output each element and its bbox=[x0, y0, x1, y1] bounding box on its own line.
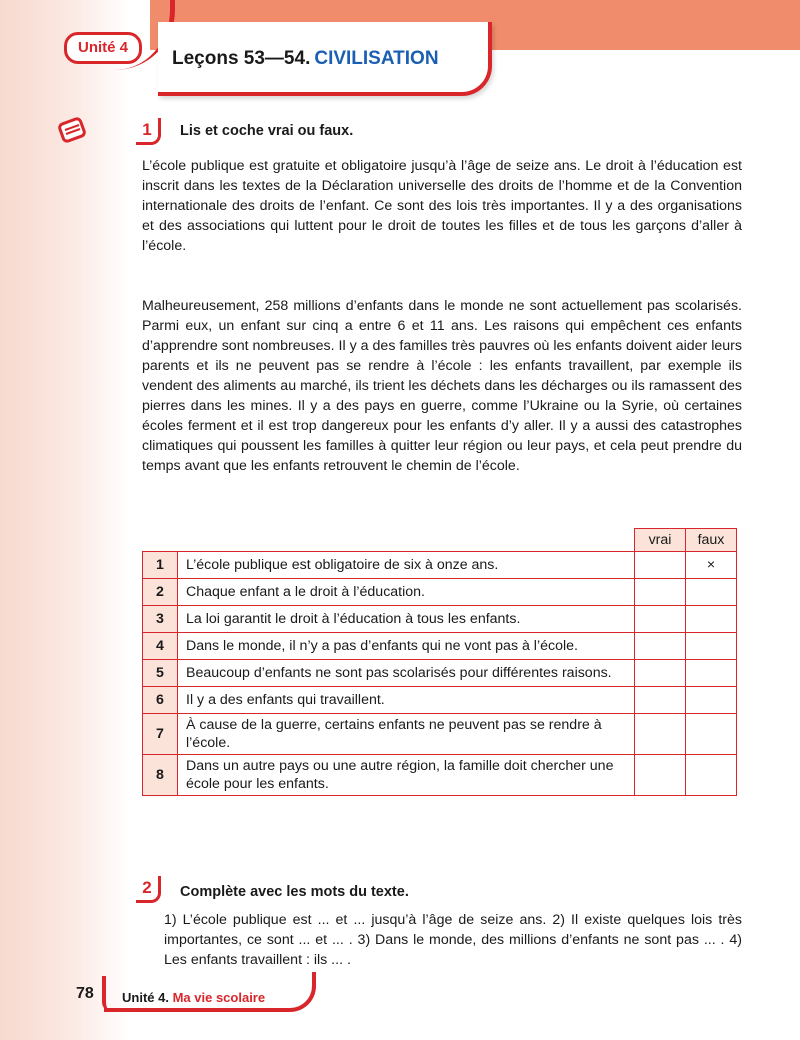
vrai-checkbox[interactable] bbox=[635, 606, 686, 633]
faux-checkbox[interactable] bbox=[686, 714, 737, 755]
table-row bbox=[143, 755, 737, 796]
page-title bbox=[172, 48, 439, 70]
true-false-table bbox=[142, 528, 737, 796]
table-row bbox=[143, 687, 737, 714]
exercise-1-paragraph-1: L’école publique est gratuite et obligatoire jusqu’à l’âge de seize ans. Le droit à l’éducation est inscrit dans les textes de la Déclaration universelle des droits de l’homme et de la Convention internationale des droits de l’enfant. Ce sont des lois très importantes. Il y a des organisations et des associations qui luttent pour le droit de toutes les filles et de tous les garçons d’aller à l’école. bbox=[142, 158, 742, 254]
column-faux: faux bbox=[686, 529, 737, 552]
header-empty-cell bbox=[143, 529, 178, 552]
header-empty-cell bbox=[178, 529, 635, 552]
footer-unit-title bbox=[122, 990, 265, 1005]
row-number: 3 bbox=[143, 606, 178, 633]
row-statement: Chaque enfant a le droit à l’éducation. bbox=[178, 579, 635, 606]
exercise-2-text: 1) L’école publique est ... et ... jusqu’à l’âge de seize ans. 2) Il existe quelques lois très importantes, ce sont ... et ... . 3) Dans le monde, des millions d’enfants ne sont pas ... . 4) Les enfants travaillent : ils ... . bbox=[164, 912, 742, 968]
vrai-checkbox[interactable] bbox=[635, 579, 686, 606]
footer-bracket bbox=[102, 976, 112, 1012]
faux-checkbox[interactable]: × bbox=[686, 552, 737, 579]
footer-unit-name: Ma vie scolaire bbox=[172, 990, 266, 1005]
row-number: 6 bbox=[143, 687, 178, 714]
table-row bbox=[143, 552, 737, 579]
faux-checkbox[interactable] bbox=[686, 606, 737, 633]
book-icon bbox=[58, 116, 86, 144]
vrai-checkbox[interactable] bbox=[635, 714, 686, 755]
table-header-row bbox=[143, 529, 737, 552]
row-number: 7 bbox=[143, 714, 178, 755]
vrai-checkbox[interactable] bbox=[635, 552, 686, 579]
row-statement: Beaucoup d’enfants ne sont pas scolarisés pour différentes raisons. bbox=[178, 660, 635, 687]
exercise-1-instruction: Lis et coche vrai ou faux. bbox=[180, 123, 354, 139]
left-decorative-band bbox=[0, 0, 130, 1040]
faux-checkbox[interactable] bbox=[686, 660, 737, 687]
faux-checkbox[interactable] bbox=[686, 579, 737, 606]
vrai-checkbox[interactable] bbox=[635, 755, 686, 796]
row-statement: À cause de la guerre, certains enfants ne peuvent pas se rendre à l’école. bbox=[178, 714, 635, 755]
table-row bbox=[143, 633, 737, 660]
row-number: 5 bbox=[143, 660, 178, 687]
table-row bbox=[143, 606, 737, 633]
row-statement: L’école publique est obligatoire de six à onze ans. bbox=[178, 552, 635, 579]
row-number: 2 bbox=[143, 579, 178, 606]
exercise-1-number: 1 bbox=[136, 118, 161, 145]
row-statement: La loi garantit le droit à l’éducation à tous les enfants. bbox=[178, 606, 635, 633]
page-number: 78 bbox=[76, 985, 94, 1002]
table-row bbox=[143, 660, 737, 687]
exercise-2-number: 2 bbox=[136, 876, 161, 903]
exercise-1-paragraph-2: Malheureusement, 258 millions d’enfants dans le monde ne sont actuellement pas scolarisés. Parmi eux, un enfant sur cinq a entre 6 et 11 ans. Les raisons qui empêchent ces enfants d’apprendre sont nombreuses. Il y a des familles très pauvres où les enfants doivent aider leurs parents et ils ne peuvent pas se rendre à l’école : les enfants travaillent, par exemple ils vendent des aliments au marché, ils trient les déchets dans les décharges ou ils ramassent des pierres dans les mines. Il y a des pays en guerre, comme l’Ukraine ou la Syrie, où certaines écoles ferment et il est trop dangereux pour les enfants d’y aller. Il y a aussi des catastrophes climatiques qui poussent les familles à quitter leur région ou leur pays, et cela peut prendre du temps avant que les enfants retrouvent le chemin de l’école. bbox=[142, 298, 742, 474]
row-number: 8 bbox=[143, 755, 178, 796]
row-statement: Il y a des enfants qui travaillent. bbox=[178, 687, 635, 714]
vrai-checkbox[interactable] bbox=[635, 633, 686, 660]
footer-unit-label: Unité 4. bbox=[122, 990, 169, 1005]
vrai-checkbox[interactable] bbox=[635, 687, 686, 714]
vrai-checkbox[interactable] bbox=[635, 660, 686, 687]
table-row bbox=[143, 579, 737, 606]
faux-checkbox[interactable] bbox=[686, 633, 737, 660]
faux-checkbox[interactable] bbox=[686, 755, 737, 796]
row-statement: Dans un autre pays ou une autre région, la famille doit chercher une école pour les enfants. bbox=[178, 755, 635, 796]
row-number: 4 bbox=[143, 633, 178, 660]
lesson-topic: CIVILISATION bbox=[314, 48, 439, 69]
row-statement: Dans le monde, il n’y a pas d’enfants qui ne vont pas à l’école. bbox=[178, 633, 635, 660]
table-row bbox=[143, 714, 737, 755]
column-vrai: vrai bbox=[635, 529, 686, 552]
faux-checkbox[interactable] bbox=[686, 687, 737, 714]
exercise-2-instruction: Complète avec les mots du texte. bbox=[180, 884, 409, 900]
row-number: 1 bbox=[143, 552, 178, 579]
unit-tab: Unité 4 bbox=[64, 32, 142, 64]
lesson-title: Leçons 53—54. bbox=[172, 48, 311, 69]
